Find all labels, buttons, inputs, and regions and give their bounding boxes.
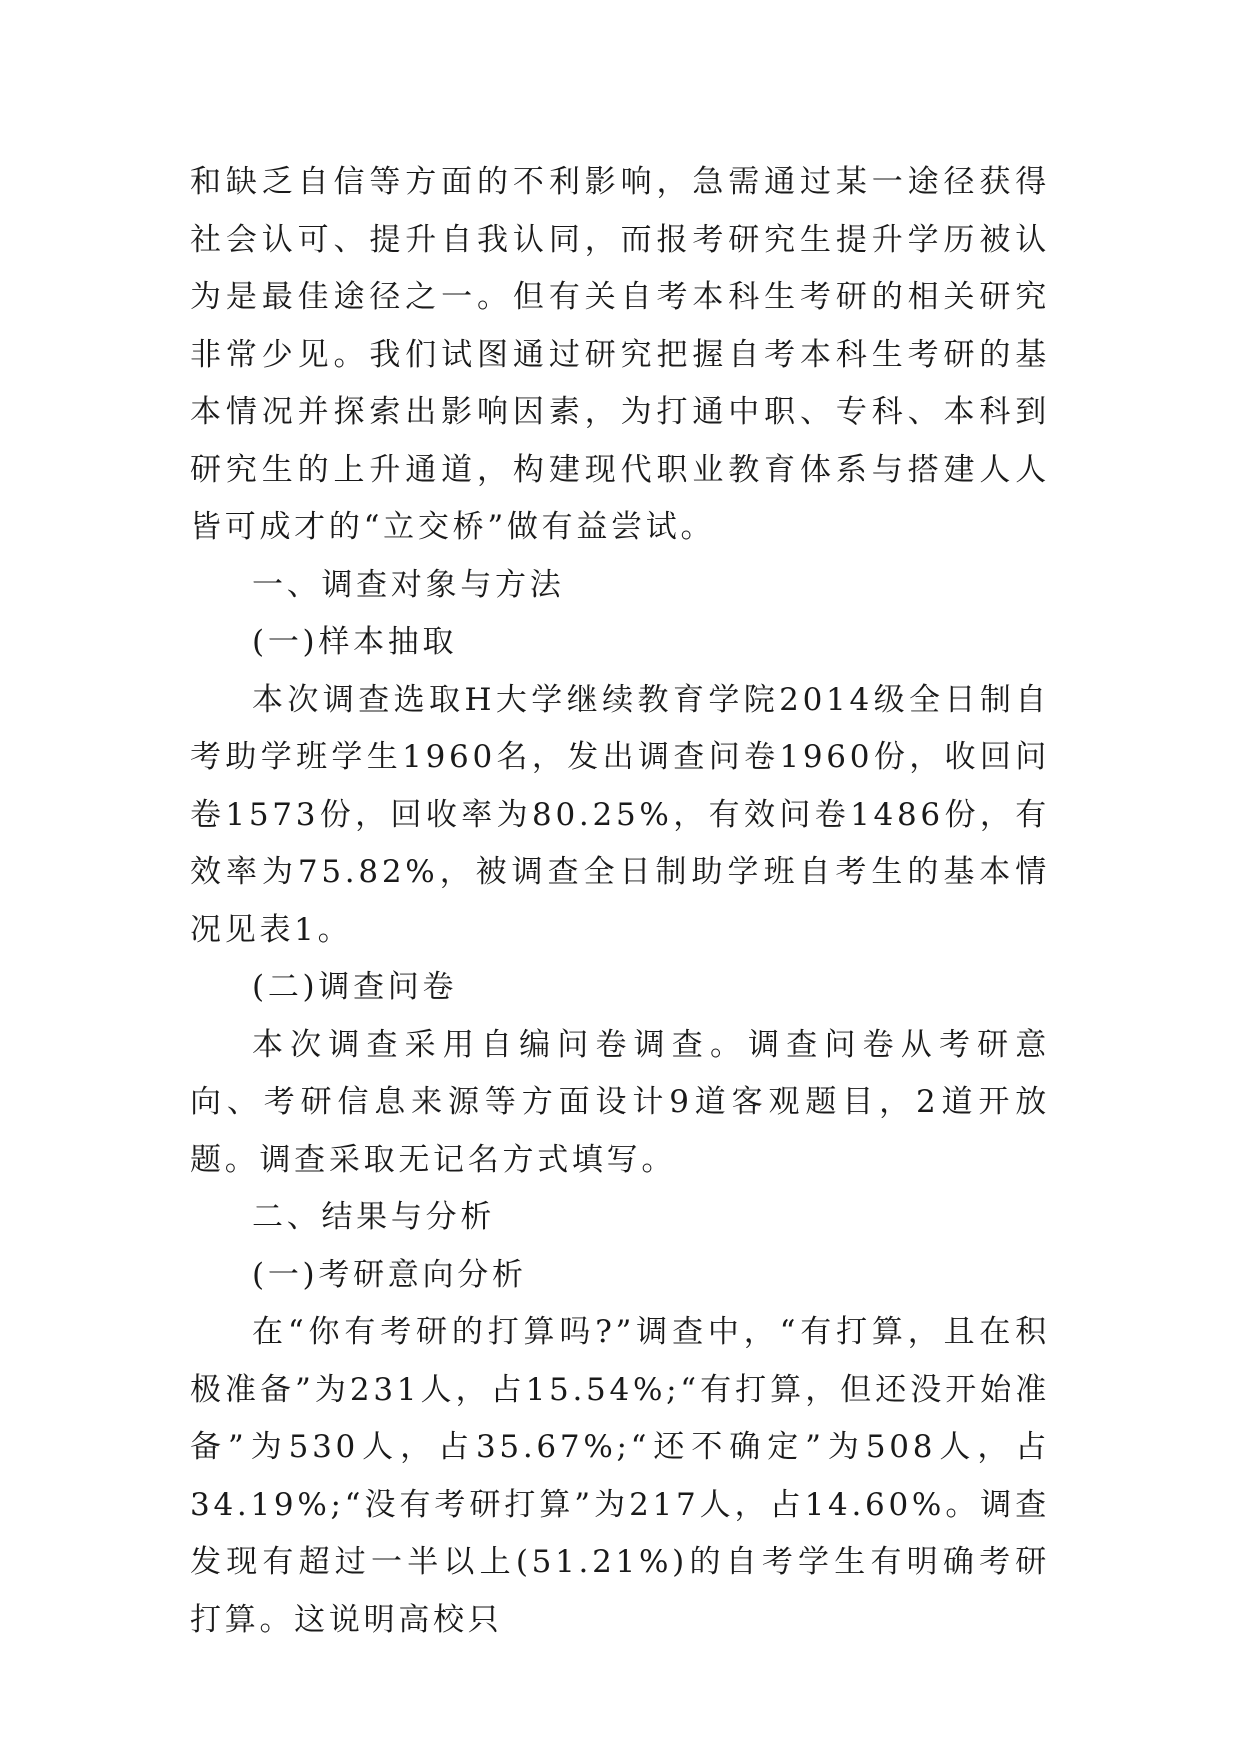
paragraph-questionnaire: 本次调查采用自编问卷调查。调查问卷从考研意向、考研信息来源等方面设计9道客观题目，2道开放题。调查采取无记名方式填写。 — [190, 1026, 1050, 1178]
subsection-heading-questionnaire: (二)调查问卷 — [252, 969, 458, 1005]
paragraph-intro-continuation: 和缺乏自信等方面的不利影响，急需通过某一途径获得社会认可、提升自我认同，而报考研究生提升学历被认为是最佳途径之一。但有关自考本科生考研的相关研究非常少见。我们试图通过研究把握自考本科生考研的基本情况并探索出影响因素，为打通中职、专科、本科到研究生的上升通道，构建现代职业教育体系与搭建人人皆可成才的“立交桥”做有益尝试。 — [190, 164, 1050, 545]
subsection-heading-intention: (一)考研意向分析 — [252, 1256, 527, 1293]
section-heading-results: 二、结果与分析 — [252, 1199, 496, 1235]
paragraph-sampling: 本次调查选取H大学继续教育学院2014级全日制自考助学班学生1960名，发出调查问卷1960份，收回问卷1573份，回收率为80.25%，有效问卷1486份，有效率为75.82%，被调查全日制助学班自考生的基本情况见表1。 — [190, 681, 1050, 948]
section-heading-survey-methods: 一、调查对象与方法 — [252, 566, 565, 603]
subsection-heading-sampling: (一)样本抽取 — [252, 624, 458, 660]
paragraph-intention: 在“你有考研的打算吗?”调查中，“有打算，且在积极准备”为231人，占15.54%;“有打算，但还没开始准备”为530人，占35.67%;“还不确定”为508人，占34.19%;“没有考研打算”为217人，占14.60%。调查发现有超过一半以上(51.21%)的自考学生有明确考研打算。这说明高校只 — [190, 1314, 1050, 1638]
document-body — [190, 154, 1050, 1649]
